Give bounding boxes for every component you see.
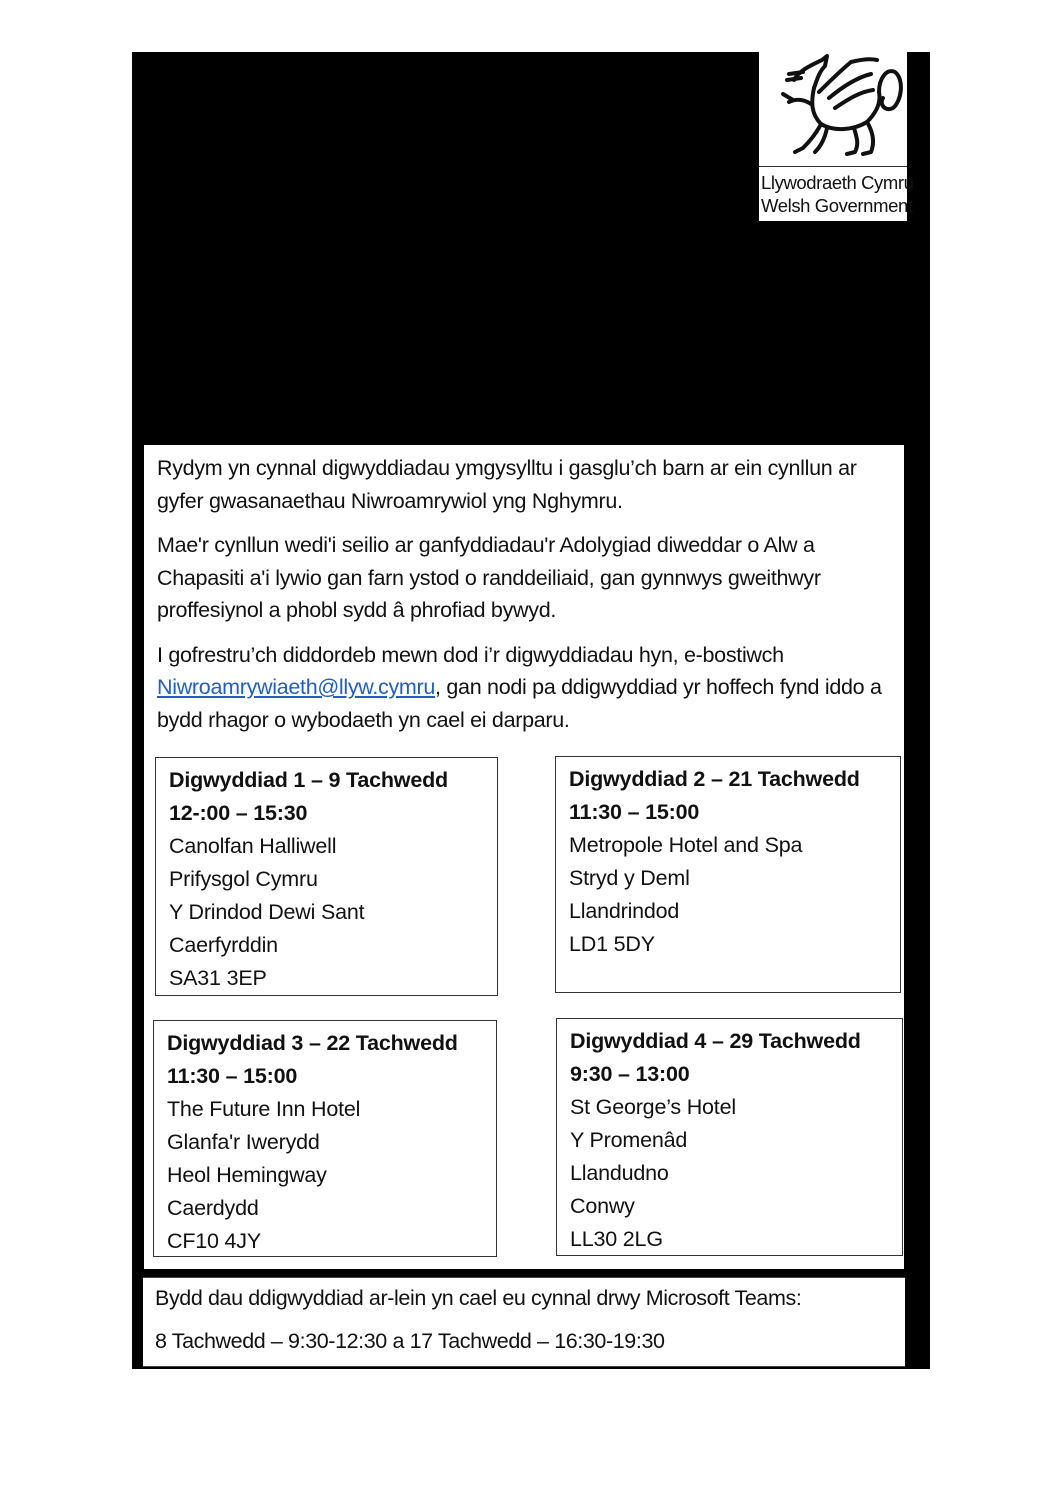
register-text: I gofrestru’ch diddordeb mewn dod i’r digwyddiadau hyn, e-bostiwch — [157, 642, 784, 667]
register-text-continued: , gan nodi pa ddigwyddiad yr hoffech fynd iddo a bydd rhagor o wybodaeth yn cael ei darparu. — [157, 675, 882, 732]
email-link[interactable]: Niwroamrywiaeth@llyw.cymru — [157, 675, 436, 699]
event-time: 11:30 – 15:00 — [569, 800, 700, 824]
event-postcode: LD1 5DY — [569, 932, 655, 956]
event-address-line: Metropole Hotel and Spa — [569, 833, 803, 857]
intro-paragraph-1: Rydym yn cynnal digwyddiadau ymgysylltu i gasglu’ch barn ar ein cynllun ar gyfer gwasanaethau Niwroamrywiol yng Nghymru. — [157, 456, 857, 513]
intro-paragraph-2: Mae'r cynllun wedi'i seilio ar ganfyddiadau'r Adolygiad diweddar o Alw a Chapasiti a'i lywio gan farn ystod o randdeiliaid, gan gynnwys gweithwyr proffesiynol a phobl sydd â phrofiad bywyd. — [157, 533, 821, 622]
event-address-line: Llandudno — [570, 1161, 669, 1185]
event-title: Digwyddiad 4 – 29 Tachwedd — [570, 1029, 861, 1053]
event-card-1 — [155, 757, 498, 996]
event-address-line: Caerdydd — [167, 1196, 259, 1220]
event-card-2 — [555, 756, 901, 993]
event-address-line: The Future Inn Hotel — [167, 1097, 361, 1121]
logo-text-welsh: Llywodraeth Cymru — [761, 172, 914, 193]
logo-divider — [759, 166, 907, 167]
event-postcode: LL30 2LG — [570, 1227, 663, 1251]
event-address-line: Heol Hemingway — [167, 1163, 327, 1187]
event-time: 9:30 – 13:00 — [570, 1062, 690, 1086]
online-events-box — [143, 1277, 905, 1367]
event-address-line: Canolfan Halliwell — [169, 834, 337, 858]
welsh-government-logo — [759, 52, 914, 221]
event-postcode: CF10 4JY — [167, 1229, 261, 1253]
event-address-line: Y Promenâd — [570, 1128, 688, 1152]
intro-paragraph-3 — [157, 639, 897, 737]
event-address-line: Conwy — [570, 1194, 635, 1218]
event-address-line: Llandrindod — [569, 899, 680, 923]
event-postcode: SA31 3EP — [169, 966, 267, 990]
logo-text-english: Welsh Government — [761, 195, 913, 216]
event-address-line: Prifysgol Cymru — [169, 867, 318, 891]
event-time: 12-:00 – 15:30 — [169, 801, 308, 825]
event-address-line: Glanfa'r Iwerydd — [167, 1130, 320, 1154]
event-address-line: St George’s Hotel — [570, 1095, 736, 1119]
intro-text — [157, 452, 897, 748]
event-time: 11:30 – 15:00 — [167, 1064, 298, 1088]
event-card-4 — [556, 1018, 903, 1256]
event-title: Digwyddiad 2 – 21 Tachwedd — [569, 767, 860, 791]
event-address-line: Caerfyrddin — [169, 933, 278, 957]
online-events-dates: 8 Tachwedd – 9:30-12:30 a 17 Tachwedd – 16:30-19:30 — [155, 1329, 665, 1353]
online-events-intro: Bydd dau ddigwyddiad ar-lein yn cael eu cynnal drwy Microsoft Teams: — [155, 1286, 802, 1310]
event-address-line: Stryd y Deml — [569, 866, 690, 890]
event-title: Digwyddiad 3 – 22 Tachwedd — [167, 1031, 458, 1055]
welsh-dragon-icon — [759, 52, 907, 164]
event-title: Digwyddiad 1 – 9 Tachwedd — [169, 768, 448, 792]
event-card-3 — [153, 1020, 497, 1257]
event-address-line: Y Drindod Dewi Sant — [169, 900, 365, 924]
